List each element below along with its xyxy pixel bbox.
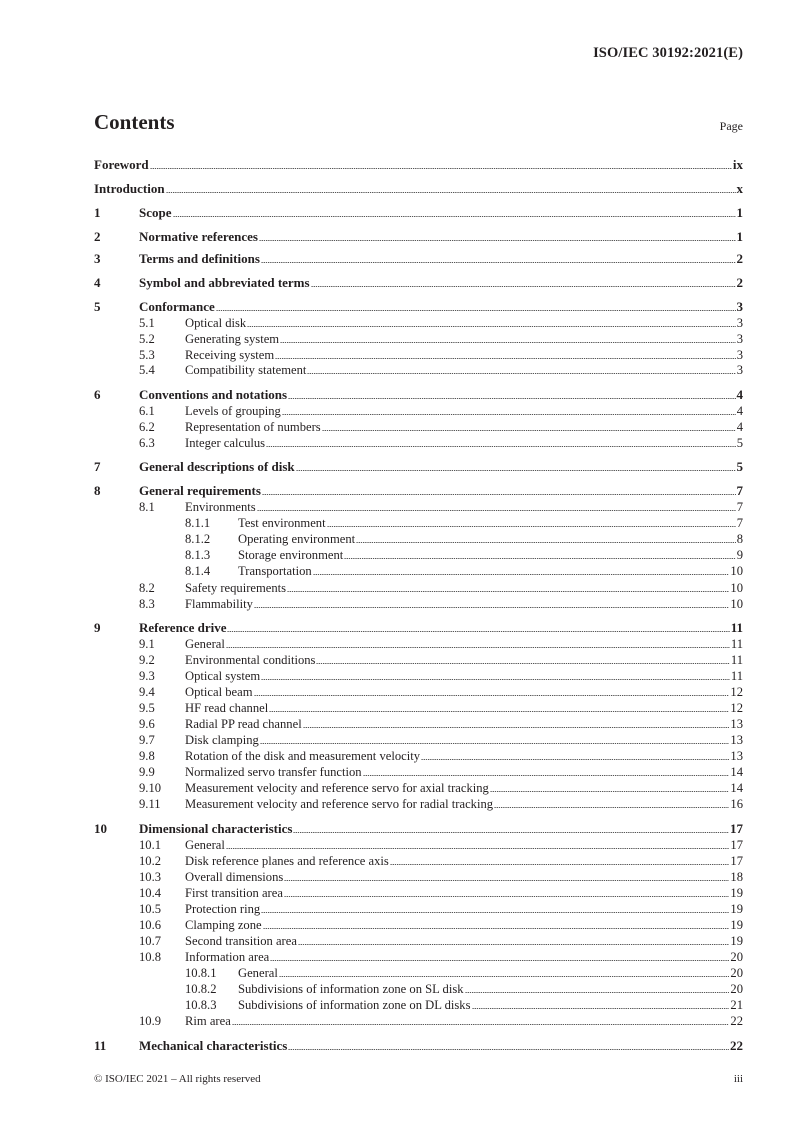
toc-entry-page[interactable]: 4 xyxy=(736,404,743,418)
dot-leader xyxy=(269,711,729,712)
toc-entry[interactable] xyxy=(94,636,743,652)
toc-entry-page[interactable]: 19 xyxy=(730,902,743,916)
toc-entry-number: 9 xyxy=(94,620,101,635)
toc-entry-page[interactable]: 7 xyxy=(736,500,743,514)
toc-entry[interactable] xyxy=(94,933,743,949)
toc-entry[interactable] xyxy=(94,331,743,347)
dot-leader xyxy=(327,526,736,527)
toc-entry[interactable] xyxy=(94,1038,743,1054)
toc-entry[interactable] xyxy=(94,515,743,531)
toc-entry[interactable] xyxy=(94,205,743,221)
dot-leader xyxy=(288,398,735,399)
dot-leader xyxy=(216,310,736,311)
toc-entry-number: 6.2 xyxy=(139,420,155,434)
dot-leader xyxy=(356,542,736,543)
toc-entry[interactable] xyxy=(94,732,743,748)
toc-entry[interactable] xyxy=(94,901,743,917)
toc-entry-page[interactable]: 3 xyxy=(736,348,743,362)
dot-leader xyxy=(254,607,730,608)
dot-leader xyxy=(303,727,730,728)
dot-leader xyxy=(173,216,736,217)
dot-leader xyxy=(261,912,729,913)
toc-entry-number: 10.5 xyxy=(139,902,162,916)
dot-leader xyxy=(247,326,735,327)
dot-leader xyxy=(254,695,730,696)
toc-entry-page[interactable]: 21 xyxy=(730,998,743,1012)
toc-entry-page[interactable]: 5 xyxy=(736,436,743,450)
toc-entry[interactable] xyxy=(94,780,743,796)
dot-leader xyxy=(296,470,736,471)
toc-entry-number: 5.3 xyxy=(139,348,155,362)
toc-entry-page[interactable]: 22 xyxy=(730,1014,743,1028)
toc-entry-number: 8.1.1 xyxy=(185,516,211,530)
toc-entry[interactable] xyxy=(94,315,743,331)
page-column-label: Page xyxy=(719,119,743,133)
toc-entry-page[interactable]: 4 xyxy=(736,387,743,402)
toc-entry-page[interactable]: 19 xyxy=(730,886,743,900)
toc-entry-page[interactable]: 13 xyxy=(730,717,743,731)
toc-entry-page[interactable]: 17 xyxy=(730,854,743,868)
toc-entry-title[interactable]: Scope xyxy=(139,205,172,220)
toc-entry[interactable] xyxy=(94,435,743,451)
toc-entry[interactable] xyxy=(94,403,743,419)
toc-entry-number: 6 xyxy=(94,387,101,402)
toc-entry-number: 3 xyxy=(94,251,101,266)
toc-entry-number: 2 xyxy=(94,229,101,244)
dot-leader xyxy=(284,896,729,897)
toc-entry-title[interactable]: General requirements xyxy=(139,483,261,498)
dot-leader xyxy=(311,286,736,287)
toc-entry-number: 8.1 xyxy=(139,500,155,514)
toc-entry-title[interactable]: Transportation xyxy=(238,564,312,578)
toc-entry-page[interactable]: 22 xyxy=(730,1038,743,1053)
toc-entry-title[interactable]: Test environment xyxy=(238,516,326,530)
footer-copyright: © ISO/IEC 2021 – All rights reserved xyxy=(94,1073,261,1085)
toc-entry[interactable] xyxy=(94,1013,743,1029)
toc-entry-page[interactable]: 19 xyxy=(730,918,743,932)
toc-entry-title[interactable]: Clamping zone xyxy=(185,918,262,932)
toc-entry-page[interactable]: 1 xyxy=(736,229,743,244)
toc-entry-number: 10.7 xyxy=(139,934,162,948)
toc-entry-title[interactable]: Levels of grouping xyxy=(185,404,281,418)
dot-leader xyxy=(490,791,730,792)
dot-leader xyxy=(284,880,729,881)
document-header-id: ISO/IEC 30192:2021(E) xyxy=(593,45,743,61)
dot-leader xyxy=(261,679,730,680)
toc-entry-title[interactable]: Storage environment xyxy=(238,548,344,562)
dot-leader xyxy=(287,591,729,592)
dot-leader xyxy=(261,262,736,263)
toc-entry-page[interactable]: 9 xyxy=(736,548,743,562)
toc-entry-title[interactable]: Representation of numbers xyxy=(185,420,321,434)
toc-entry-number: 9.9 xyxy=(139,765,155,779)
toc-entry[interactable] xyxy=(94,869,743,885)
toc-entry-number: 10.3 xyxy=(139,870,162,884)
toc-entry-number: 9.1 xyxy=(139,637,155,651)
dot-leader xyxy=(494,807,729,808)
toc-entry-page[interactable]: 3 xyxy=(736,316,743,330)
toc-entry-page[interactable]: 10 xyxy=(730,597,743,611)
toc-entry-page[interactable]: 3 xyxy=(736,363,743,377)
toc-entry-page[interactable]: 2 xyxy=(736,251,743,266)
toc-entry-title[interactable]: Rim area xyxy=(185,1014,231,1028)
toc-entry-title[interactable]: Radial PP read channel xyxy=(185,717,302,731)
toc-entry[interactable] xyxy=(94,949,743,965)
toc-entry[interactable] xyxy=(94,387,743,403)
dot-leader xyxy=(282,414,736,415)
toc-entry[interactable] xyxy=(94,347,743,363)
toc-entry-title[interactable]: Compatibility statement xyxy=(185,363,307,377)
toc-entry-page[interactable]: 14 xyxy=(730,765,743,779)
toc-entry-number: 8.1.2 xyxy=(185,532,211,546)
dot-leader xyxy=(344,558,735,559)
toc-entry-number: 1 xyxy=(94,205,101,220)
toc-entry-title[interactable]: Subdivisions of information zone on SL disk xyxy=(238,982,464,996)
toc-entry[interactable] xyxy=(94,796,743,812)
toc-entry-number: 8.3 xyxy=(139,597,155,611)
toc-entry-number: 8.1.3 xyxy=(185,548,211,562)
toc-entry-page[interactable]: 18 xyxy=(730,870,743,884)
contents-title: Contents xyxy=(94,110,175,134)
toc-entry-title[interactable]: Introduction xyxy=(94,181,165,196)
toc-entry-number: 10.8.3 xyxy=(185,998,217,1012)
toc-entry[interactable] xyxy=(94,652,743,668)
toc-entry-number: 9.4 xyxy=(139,685,155,699)
toc-entry[interactable] xyxy=(94,157,743,173)
toc-entry-page[interactable]: 13 xyxy=(730,749,743,763)
dot-leader xyxy=(279,976,730,977)
toc-entry-title[interactable]: Normative references xyxy=(139,229,258,244)
toc-entry-title[interactable]: Safety requirements xyxy=(185,581,287,595)
dot-leader xyxy=(307,373,735,374)
toc-entry-title[interactable]: Measurement velocity and reference servo for radial tracking xyxy=(185,797,494,811)
toc-entry-title[interactable]: General xyxy=(185,838,225,852)
toc-entry-page[interactable]: 2 xyxy=(736,275,743,290)
dot-leader xyxy=(322,430,736,431)
toc-entry[interactable] xyxy=(94,419,743,435)
toc-entry-title[interactable]: Measurement velocity and reference servo for axial tracking xyxy=(185,781,489,795)
toc-entry[interactable] xyxy=(94,853,743,869)
toc-entry[interactable] xyxy=(94,299,743,315)
toc-entry-number: 7 xyxy=(94,459,101,474)
toc-entry-title[interactable]: Conformance xyxy=(139,299,215,314)
dot-leader xyxy=(263,928,730,929)
toc-entry-page[interactable]: 7 xyxy=(736,516,743,530)
toc-entry-page[interactable]: 17 xyxy=(730,821,743,836)
toc-entry-number: 10.4 xyxy=(139,886,162,900)
dot-leader xyxy=(270,960,729,961)
toc-entry-title[interactable]: Integer calculus xyxy=(185,436,266,450)
dot-leader xyxy=(421,759,729,760)
dot-leader xyxy=(472,1008,730,1009)
toc-entry-number: 10.8.1 xyxy=(185,966,217,980)
toc-entry-title[interactable]: Overall dimensions xyxy=(185,870,284,884)
toc-entry-number: 10.9 xyxy=(139,1014,162,1028)
toc-entry-page[interactable]: 4 xyxy=(736,420,743,434)
toc-entry[interactable] xyxy=(94,275,743,291)
dot-leader xyxy=(259,240,736,241)
toc-entry[interactable] xyxy=(94,229,743,245)
dot-leader xyxy=(363,775,730,776)
toc-entry-title[interactable]: General xyxy=(185,637,225,651)
footer-page-number: iii xyxy=(733,1073,743,1085)
toc-entry-page[interactable]: x xyxy=(736,181,743,196)
toc-entry-title[interactable]: Flammability xyxy=(185,597,253,611)
toc-entry-page[interactable]: 19 xyxy=(730,934,743,948)
toc-entry-page[interactable]: 12 xyxy=(730,685,743,699)
toc-entry-title[interactable]: Generating system xyxy=(185,332,280,346)
toc-entry-page[interactable]: 3 xyxy=(736,332,743,346)
toc-entry-number: 9.6 xyxy=(139,717,155,731)
toc-entry-number: 9.11 xyxy=(139,797,161,811)
toc-entry[interactable] xyxy=(94,997,743,1013)
toc-entry[interactable] xyxy=(94,181,743,197)
toc-entry-title[interactable]: Subdivisions of information zone on DL disks xyxy=(238,998,471,1012)
toc-entry-number: 10.6 xyxy=(139,918,162,932)
toc-entry-title[interactable]: General xyxy=(238,966,278,980)
toc-entry-page[interactable]: 20 xyxy=(730,982,743,996)
toc-entry-number: 10.2 xyxy=(139,854,162,868)
toc-entry[interactable] xyxy=(94,580,743,596)
toc-entry[interactable] xyxy=(94,716,743,732)
toc-entry-page[interactable]: 11 xyxy=(730,653,743,667)
toc-entry[interactable] xyxy=(94,596,743,612)
toc-entry-page[interactable]: 20 xyxy=(730,950,743,964)
toc-entry-title[interactable]: Conventions and notations xyxy=(139,387,288,402)
toc-entry-title[interactable]: Operating environment xyxy=(238,532,356,546)
dot-leader xyxy=(227,631,729,632)
toc-entry-page[interactable]: 10 xyxy=(730,581,743,595)
toc-entry-page[interactable]: 11 xyxy=(730,637,743,651)
toc-entry-page[interactable]: 13 xyxy=(730,733,743,747)
toc-entry-title[interactable]: Mechanical characteristics xyxy=(139,1038,288,1053)
toc-entry-number: 9.3 xyxy=(139,669,155,683)
dot-leader xyxy=(260,743,730,744)
toc-entry-number: 4 xyxy=(94,275,101,290)
toc-entry-number: 6.1 xyxy=(139,404,155,418)
toc-entry[interactable] xyxy=(94,981,743,997)
dot-leader xyxy=(390,864,730,865)
dot-leader xyxy=(257,510,736,511)
toc-entry[interactable] xyxy=(94,483,743,499)
dot-leader xyxy=(280,342,736,343)
toc-entry-page[interactable]: 8 xyxy=(736,532,743,546)
dot-leader xyxy=(293,832,729,833)
toc-entry[interactable] xyxy=(94,764,743,780)
toc-entry[interactable] xyxy=(94,563,743,579)
toc-entry-title[interactable]: Disk reference planes and reference axis xyxy=(185,854,389,868)
toc-entry-title[interactable]: Environments xyxy=(185,500,256,514)
toc-entry-number: 9.7 xyxy=(139,733,155,747)
toc-entry-number: 9.2 xyxy=(139,653,155,667)
toc-entry-number: 5.1 xyxy=(139,316,155,330)
toc-entry[interactable] xyxy=(94,531,743,547)
toc-entry[interactable] xyxy=(94,917,743,933)
toc-entry[interactable] xyxy=(94,885,743,901)
toc-entry-title[interactable]: Terms and definitions xyxy=(139,251,260,266)
dot-leader xyxy=(150,168,732,169)
toc-entry-number: 8.2 xyxy=(139,581,155,595)
toc-entry-title[interactable]: General descriptions of disk xyxy=(139,459,295,474)
dot-leader xyxy=(288,1049,729,1050)
toc-entry[interactable] xyxy=(94,459,743,475)
toc-entry-title[interactable]: Information area xyxy=(185,950,270,964)
toc-entry[interactable] xyxy=(94,620,743,636)
toc-entry-number: 10.8.2 xyxy=(185,982,217,996)
toc-entry-page[interactable]: 14 xyxy=(730,781,743,795)
toc-entry-title[interactable]: Second transition area xyxy=(185,934,297,948)
toc-entry-number: 11 xyxy=(94,1038,107,1053)
toc-entry-title[interactable]: Rotation of the disk and measurement velocity xyxy=(185,749,421,763)
toc-entry-number: 9.10 xyxy=(139,781,162,795)
toc-entry-number: 5.4 xyxy=(139,363,155,377)
toc-entry-title[interactable]: Normalized servo transfer function xyxy=(185,765,362,779)
toc-entry-title[interactable]: Optical beam xyxy=(185,685,253,699)
toc-entry-page[interactable]: 12 xyxy=(730,701,743,715)
toc-entry-title[interactable]: Receiving system xyxy=(185,348,275,362)
toc-entry-page[interactable]: 10 xyxy=(730,564,743,578)
dot-leader xyxy=(226,848,730,849)
toc-entry-number: 9.5 xyxy=(139,701,155,715)
dot-leader xyxy=(232,1024,730,1025)
dot-leader xyxy=(313,574,730,575)
toc-entry[interactable] xyxy=(94,700,743,716)
dot-leader xyxy=(226,647,730,648)
toc-entry[interactable] xyxy=(94,668,743,684)
toc-entry-number: 5.2 xyxy=(139,332,155,346)
toc-entry-page[interactable]: 1 xyxy=(736,205,743,220)
toc-entry-page[interactable]: 20 xyxy=(730,966,743,980)
dot-leader xyxy=(465,992,730,993)
toc-entry-title[interactable]: Reference drive xyxy=(139,620,227,635)
toc-entry[interactable] xyxy=(94,684,743,700)
toc-entry-number: 10.1 xyxy=(139,838,162,852)
toc-entry-title[interactable]: Optical system xyxy=(185,669,261,683)
toc-entry-page[interactable]: 7 xyxy=(736,483,743,498)
toc-entry[interactable] xyxy=(94,837,743,853)
toc-entry-title[interactable]: HF read channel xyxy=(185,701,269,715)
dot-leader xyxy=(262,494,736,495)
toc-entry-title[interactable]: Protection ring xyxy=(185,902,261,916)
toc-entry-title[interactable]: Foreword xyxy=(94,157,149,172)
toc-entry-number: 8 xyxy=(94,483,101,498)
dot-leader xyxy=(298,944,730,945)
toc-entry-page[interactable]: 11 xyxy=(730,620,743,635)
toc-entry-page[interactable]: 5 xyxy=(736,459,743,474)
toc-entry[interactable] xyxy=(94,748,743,764)
toc-entry-page[interactable]: 3 xyxy=(736,299,743,314)
toc-entry-number: 10.8 xyxy=(139,950,162,964)
toc-entry-title[interactable]: Disk clamping xyxy=(185,733,259,747)
dot-leader xyxy=(275,358,736,359)
toc-entry-title[interactable]: Optical disk xyxy=(185,316,247,330)
toc-entry-page[interactable]: 11 xyxy=(730,669,743,683)
toc-entry[interactable] xyxy=(94,499,743,515)
toc-entry-number: 9.8 xyxy=(139,749,155,763)
toc-entry-number: 8.1.4 xyxy=(185,564,211,578)
toc-entry[interactable] xyxy=(94,821,743,837)
toc-entry-title[interactable]: Symbol and abbreviated terms xyxy=(139,275,310,290)
toc-entry-page[interactable]: 17 xyxy=(730,838,743,852)
dot-leader xyxy=(316,663,729,664)
toc-entry-number: 10 xyxy=(94,821,107,836)
toc-entry[interactable] xyxy=(94,547,743,563)
toc-entry-page[interactable]: 16 xyxy=(730,797,743,811)
toc-entry[interactable] xyxy=(94,251,743,267)
toc-entry-title[interactable]: Dimensional characteristics xyxy=(139,821,293,836)
toc-entry-number: 5 xyxy=(94,299,101,314)
dot-leader xyxy=(166,192,736,193)
toc-entry-page[interactable]: ix xyxy=(732,157,743,172)
toc-entry[interactable] xyxy=(94,362,743,378)
toc-entry-number: 6.3 xyxy=(139,436,155,450)
toc-entry[interactable] xyxy=(94,965,743,981)
dot-leader xyxy=(266,446,736,447)
toc-entry-title[interactable]: Environmental conditions xyxy=(185,653,316,667)
toc-entry-title[interactable]: First transition area xyxy=(185,886,283,900)
